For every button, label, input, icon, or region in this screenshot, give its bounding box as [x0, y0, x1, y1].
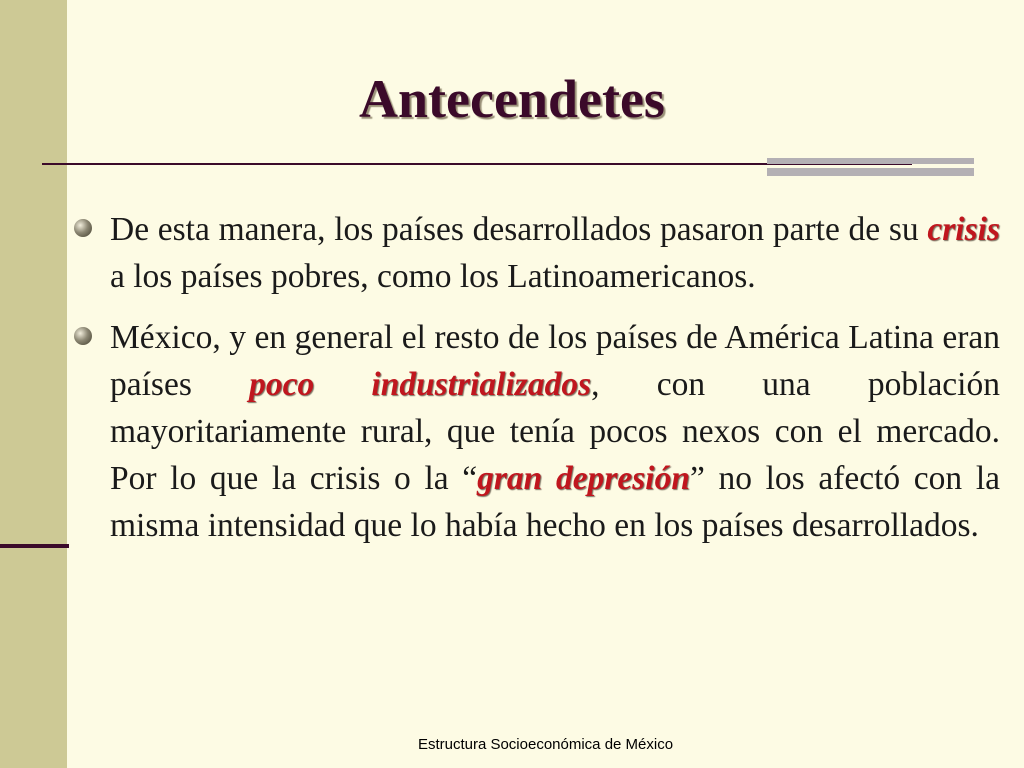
bullet-1-text-1: De esta manera, los países desarrollados pasaron parte de su — [110, 211, 928, 248]
bullet-2-text-3: ” no los afectó con la misma intensidad que lo había hecho en los países desarrollados. — [110, 460, 1000, 544]
slide-title: Antecendetes — [359, 69, 665, 129]
bullet-1-emphasis: crisis — [927, 211, 1000, 248]
bullet-2-emphasis-1: poco industrializados — [249, 366, 592, 403]
bullet-2-text-1: México, y en general el resto de los países de América Latina eran países — [110, 319, 1000, 403]
bullet-item-1 — [110, 206, 1000, 300]
sphere-bullet-icon — [74, 327, 92, 345]
bullet-item-2 — [110, 314, 1000, 549]
divider-accent-bottom — [767, 168, 974, 176]
divider-accent-top — [767, 158, 974, 164]
sphere-bullet-icon — [74, 219, 92, 237]
bullet-2-emphasis-2: gran depresión — [477, 460, 690, 497]
bullet-1-text-2: a los países pobres, como los Latinoamericanos. — [110, 258, 756, 295]
slide-footer: Estructura Socioeconómica de México — [417, 736, 674, 753]
bullet-2-text-2: , con una población mayoritariamente rural, que tenía pocos nexos con el mercado. Por lo que la crisis o la “ — [110, 366, 1000, 497]
side-decoration-line — [0, 544, 69, 548]
slide-body — [110, 206, 1000, 563]
